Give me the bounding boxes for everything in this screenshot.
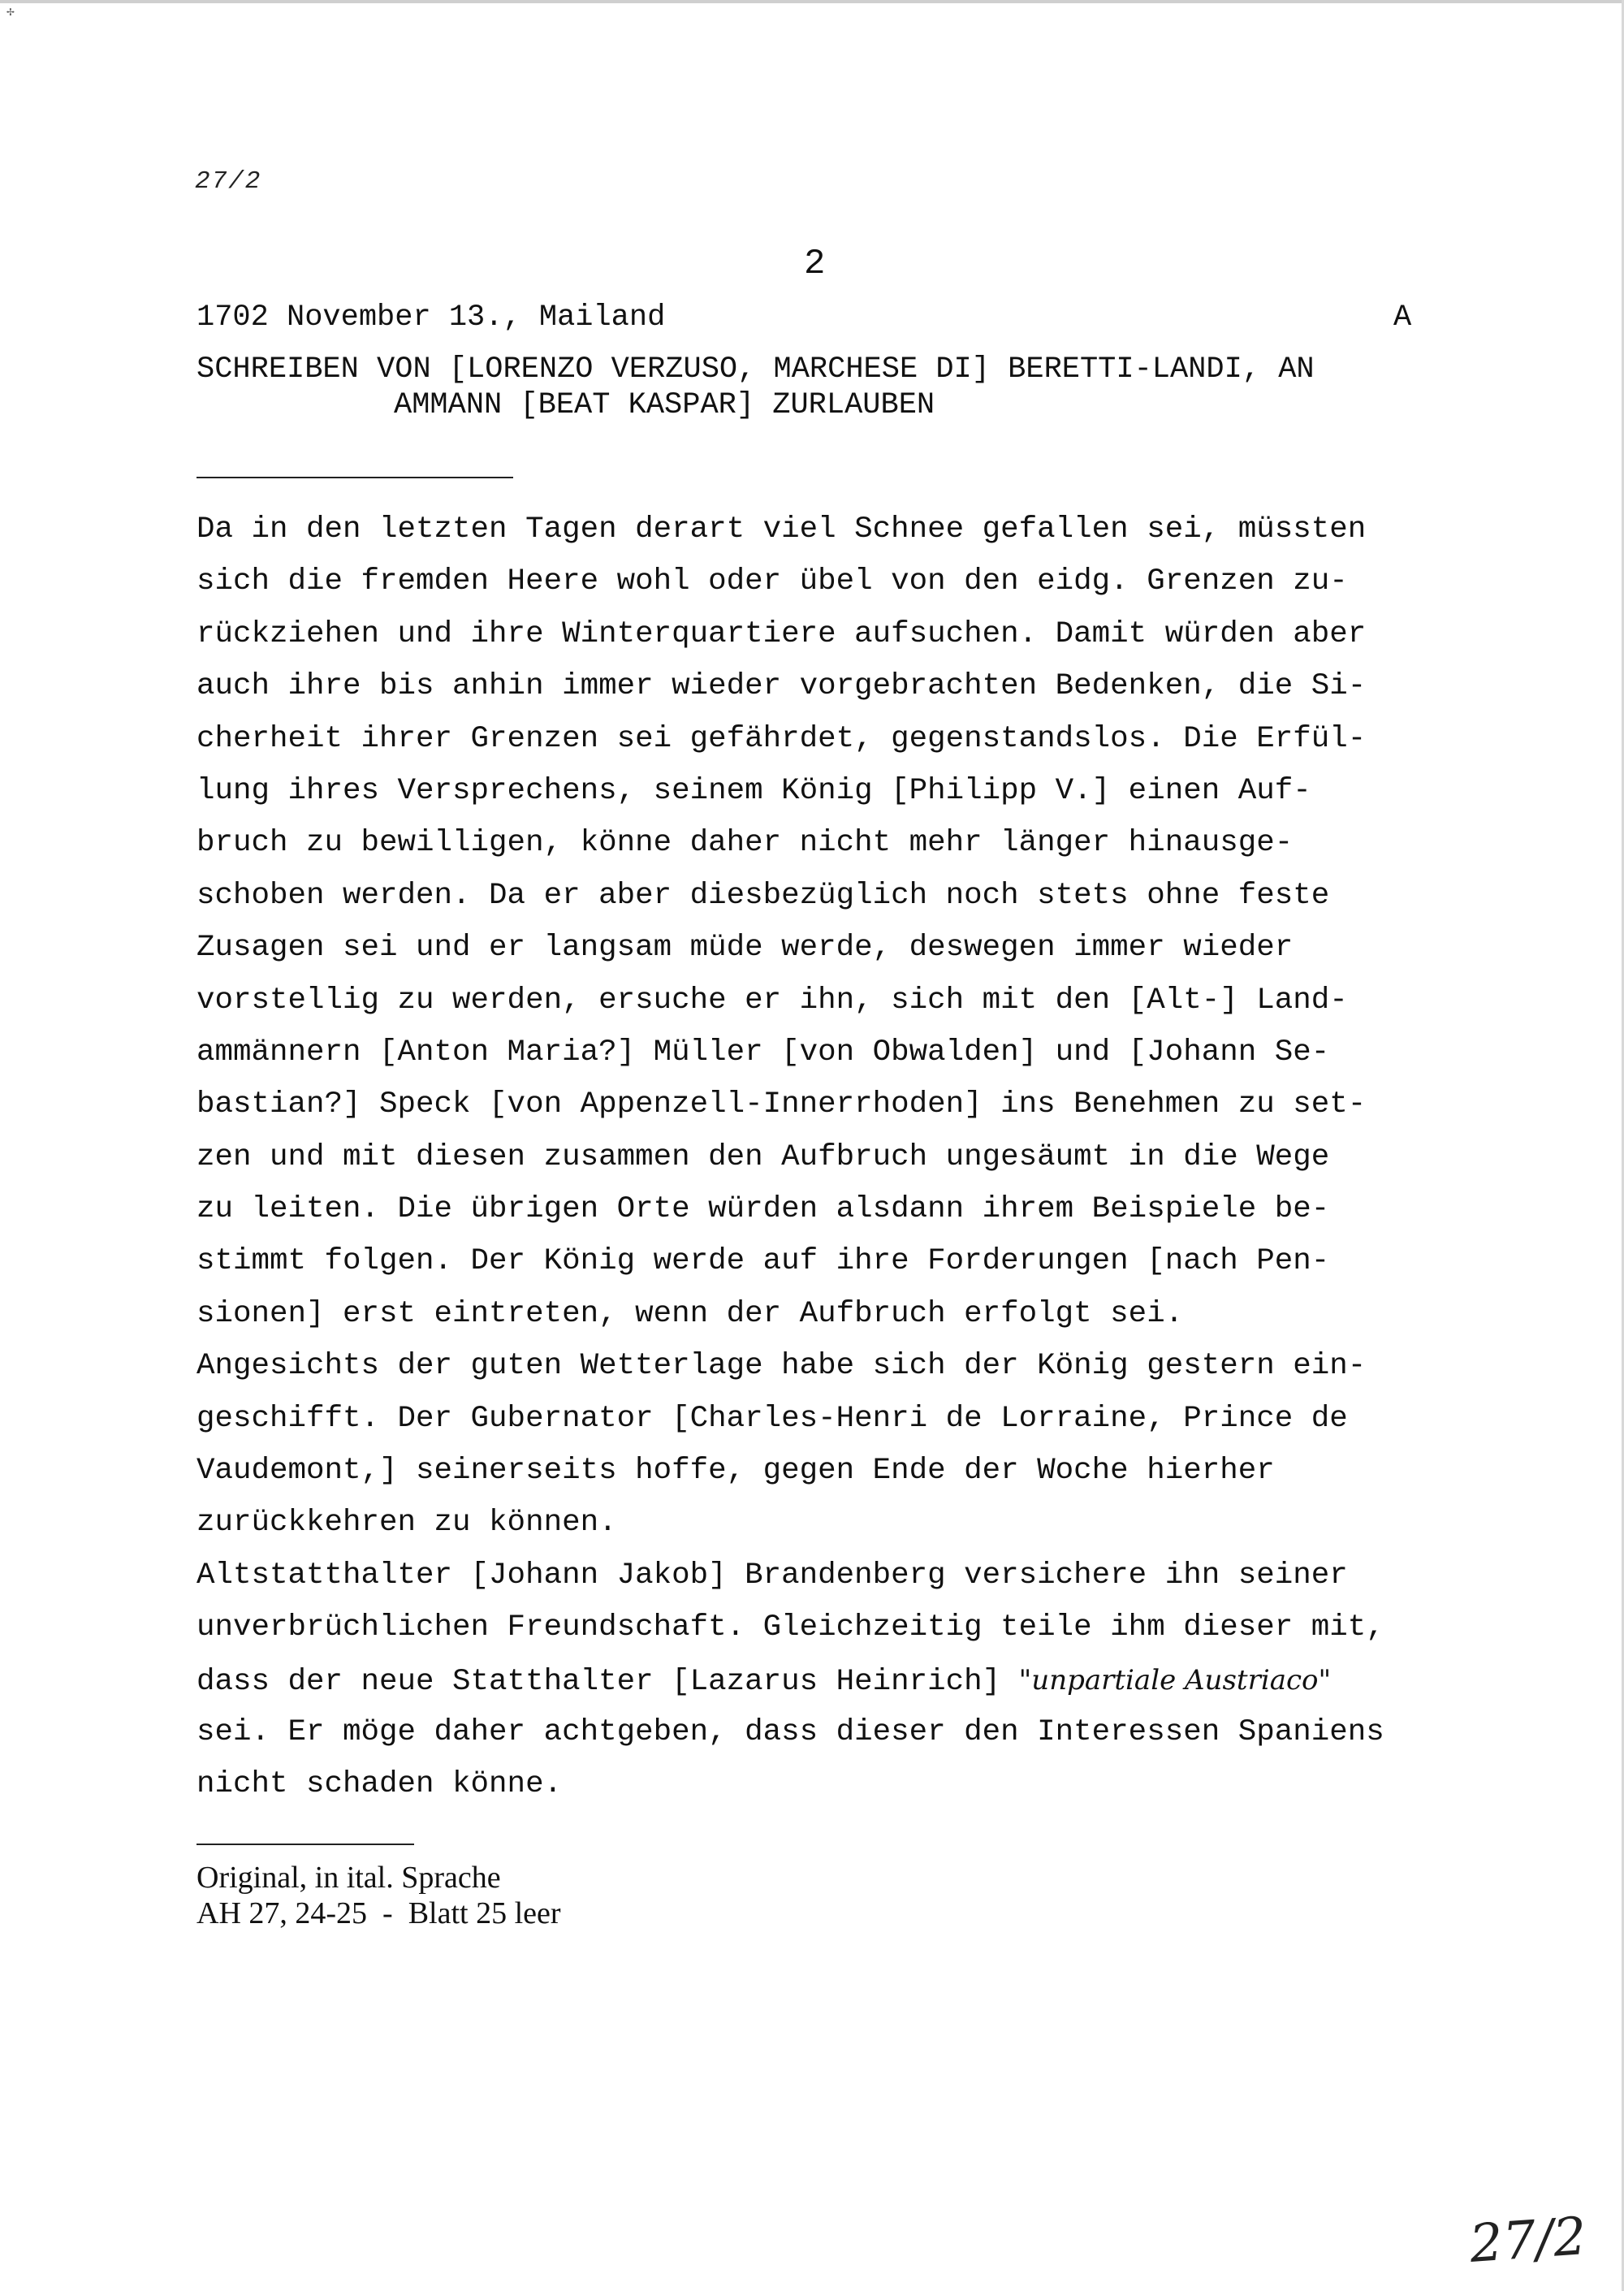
page-number: 2 <box>804 244 826 284</box>
body-line: Vaudemont,] seinerseits hoffe, gegen Ende der Woche hierher <box>197 1454 1275 1489</box>
body-line: auch ihre bis anhin immer wieder vorgebrachten Bedenken, die Si- <box>197 669 1367 704</box>
source-footer <box>197 1860 561 1931</box>
footer-divider <box>197 1844 414 1845</box>
body-line: bruch zu bewilligen, könne daher nicht mehr länger hinausge- <box>197 826 1294 861</box>
body-line: stimmt folgen. Der König werde auf ihre Forderungen [nach Pen- <box>197 1244 1330 1279</box>
body-line: bastian?] Speck [von Appenzell-Innerrhoden] ins Benehmen zu set- <box>197 1087 1367 1122</box>
body-line: vorstellig zu werden, ersuche er ihn, sich mit den [Alt-] Land- <box>197 983 1348 1018</box>
page-top-border <box>0 0 1624 3</box>
body-line: ammännern [Anton Maria?] Müller [von Obwalden] und [Johann Se- <box>197 1035 1330 1070</box>
body-line: cherheit ihrer Grenzen sei gefährdet, gegenstandslos. Die Erfül- <box>197 721 1367 756</box>
body-line: Zusagen sei und er langsam müde werde, deswegen immer wieder <box>197 931 1294 966</box>
document-title-line-1: SCHREIBEN VON [LORENZO VERZUSO, MARCHESE DI] BERETTI-LANDI, AN <box>197 352 1315 387</box>
body-line: schoben werden. Da er aber diesbezüglich noch stets ohne feste <box>197 878 1330 913</box>
document-body <box>197 504 1577 1811</box>
body-line: Altstatthalter [Johann Jakob] Brandenberg versichere ihn seiner <box>197 1558 1348 1593</box>
body-line: Da in den letzten Tagen derart viel Schnee gefallen sei, müssten <box>197 512 1367 547</box>
italic-quote: "unpartiale Austriaco" <box>1018 1663 1332 1697</box>
footer-line-archive: AH 27, 24-25 - Blatt 25 leer <box>197 1896 561 1930</box>
page-reference-top: 27/2 <box>195 167 262 196</box>
classification-letter: A <box>1393 300 1412 335</box>
footer-line-original: Original, in ital. Sprache <box>197 1861 501 1895</box>
body-line: zurückkehren zu können. <box>197 1506 617 1541</box>
handwritten-page-reference: 27/2 <box>1467 2207 1589 2275</box>
corner-scan-mark: ✢ <box>6 5 15 19</box>
body-line: sich die fremden Heere wohl oder übel von den eidg. Grenzen zu- <box>197 564 1348 599</box>
date-place-line: 1702 November 13., Mailand <box>197 300 666 335</box>
header-divider <box>197 477 513 478</box>
body-line: nicht schaden könne. <box>197 1767 563 1802</box>
body-line: sei. Er möge daher achtgeben, dass dieser den Interessen Spaniens <box>197 1714 1384 1749</box>
body-line-prefix: dass der neue Statthalter [Lazarus Heinrich] <box>197 1664 1019 1699</box>
body-line: Angesichts der guten Wetterlage habe sich der König gestern ein- <box>197 1349 1367 1384</box>
body-line-with-quote <box>197 1654 1577 1706</box>
body-line: sionen] erst eintreten, wenn der Aufbruch erfolgt sei. <box>197 1296 1184 1331</box>
body-line: lung ihres Versprechens, seinem König [Philipp V.] einen Auf- <box>197 773 1311 808</box>
body-line: rückziehen und ihre Winterquartiere aufsuchen. Damit würden aber <box>197 616 1367 651</box>
body-line: zen und mit diesen zusammen den Aufbruch ungesäumt in die Wege <box>197 1139 1330 1174</box>
body-line: geschifft. Der Gubernator [Charles-Henri de Lorraine, Prince de <box>197 1401 1348 1436</box>
body-line: zu leiten. Die übrigen Orte würden alsdann ihrem Beispiele be- <box>197 1192 1330 1227</box>
body-line: unverbrüchlichen Freundschaft. Gleichzeitig teile ihm dieser mit, <box>197 1610 1384 1645</box>
document-title-line-2: AMMANN [BEAT KASPAR] ZURLAUBEN <box>394 388 935 422</box>
